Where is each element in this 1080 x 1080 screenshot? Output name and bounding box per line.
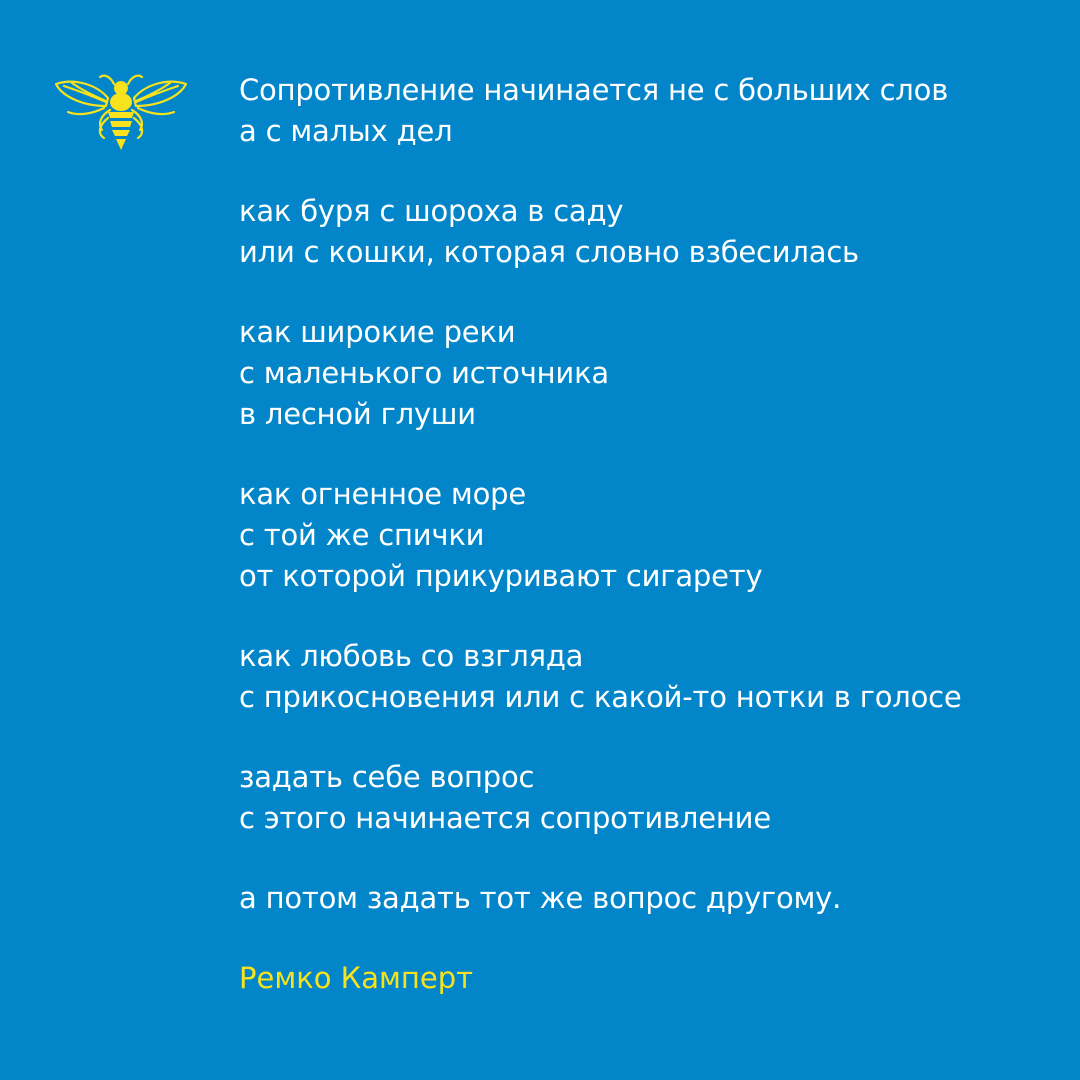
poem-line: с этого начинается сопротивление xyxy=(239,801,771,835)
poem-author: Ремко Камперт xyxy=(239,961,474,995)
poem-line: задать себе вопрос xyxy=(239,760,535,794)
poem-line: как буря с шороха в саду xyxy=(239,194,624,228)
poem-line: в лесной глуши xyxy=(239,397,476,431)
poem-line: как любовь со взгляда xyxy=(239,639,584,673)
stanza xyxy=(239,474,1039,597)
stanza xyxy=(239,312,1039,435)
stanza xyxy=(239,757,1039,839)
poem-line: как широкие реки xyxy=(239,315,516,349)
poem xyxy=(239,70,1039,999)
poem-line: как огненное море xyxy=(239,477,526,511)
poem-line: с той же спички xyxy=(239,518,485,552)
poem-line: от которой прикуривают сигарету xyxy=(239,559,763,593)
poem-line: или с кошки, которая словно взбесилась xyxy=(239,235,859,269)
poem-line: Сопротивление начинается не с больших слов xyxy=(239,73,949,107)
bee-icon xyxy=(52,68,190,154)
poem-line: с маленького источника xyxy=(239,356,609,390)
poem-line: с прикосновения или с какой-то нотки в голосе xyxy=(239,680,962,714)
stanza xyxy=(239,636,1039,718)
poem-line: а потом задать тот же вопрос другому. xyxy=(239,881,842,915)
poem-line: а с малых дел xyxy=(239,114,453,148)
stanza xyxy=(239,70,1039,152)
stanza xyxy=(239,878,1039,919)
stanza xyxy=(239,191,1039,273)
